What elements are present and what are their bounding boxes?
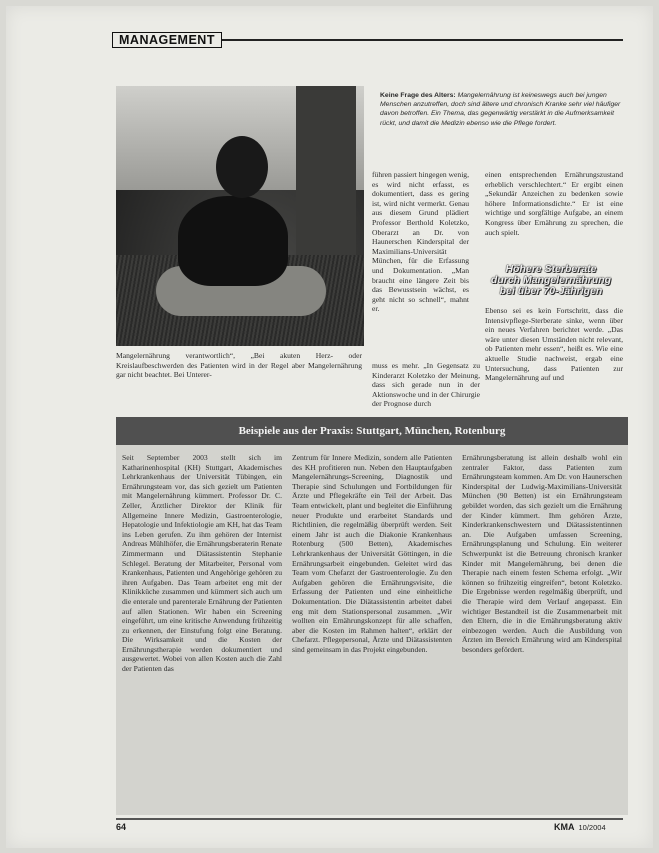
pull-quote-line-2: durch Mangelernährung [490,274,612,286]
article-col-right-top: einen entsprechenden Ernährungszustand erheblich verschlechtert.“ Er ergibt einen „Sekundär Anzeichen zu bedenken sowie höhere Informationsdichte.“ Er ist eine wichtige und sorgfältige Aufgabe, an einem Kongress über Ernährung zu sprechen, die auch spielt. [485,170,623,237]
caption-text: Mangelernährung ist keineswegs auch bei jungen Menschen anzutreffen, doch sind ältere und chronisch Kranke sehr viel häufiger davon betroffen. Ein Thema, das gegenwärtig verstärkt in die Aufmerksamkeit rückt, und damit die Medizin ebenso wie die Pflege fordert. [380,92,621,127]
page-number: 64 [116,822,127,832]
photo-caption [380,91,630,128]
article-col-left-bottom: Mangelernährung verantwortlich“, „Bei akuten Herz- oder Kreislaufbeschwerden des Patienten wird in der Regel aber Mangelernährung gar nicht beachtet. Bei Unterer- [116,351,362,380]
section-label: MANAGEMENT [112,32,222,48]
photo-figure-head [216,136,268,198]
info-box-col-3: Ernährungsberatung ist allein deshalb wohl ein zentraler Faktor, dass Patienten zum Ernährungsteam kommen. Am Dr. von Haunerschen Kinderspital der Ludwig-Maximilians-Universität München (90 Betten) ist ein Ernährungsteam gebildet worden, das sich gezielt um die Ernährung der Kinder kümmert. Ihm gehören Ärzte, Kinderkrankenschwestern und Diätassistentinnen an. Die Aufgaben umfassen Screening, Ernährungsplanung und Schulung. Ein weiterer Schwerpunkt ist die Betreuung chronisch kranker Kinder mit Mangelernährung, bei denen die Therapie nach einem festen Schema erfolgt. „Wir können so frühzeitig eingreifen“, betont Koletzko. Die Ergebnisse werden regelmäßig überprüft, und die Therapie wird dem Verlauf angepasst. Ein wichtiger Bestandteil ist die Zusammenarbeit mit den Eltern, die in die Ernährungsberatung aktiv einbezogen werden. Auch die Ausbildung von Ärzten im Bereich Ernährung wird am Kinderspital besonders gefördert. [462,453,622,654]
info-box-col-2: Zentrum für Innere Medizin, sondern alle Patienten des KH profitieren nun. Neben den Hauptaufgaben Mangelernährungs-Screening, Diagnostik und Therapie sind Schulungen und Fortbildungen für Ärzte und Pflegekräfte ein Teil der Arbeit. Das Team entwickelt, plant und begleitet die Einführung neuer Produkte und erarbeitet Standards und Richtlinien, die regelmäßig überprüft werden. Seit einem Jahr ist auch die Diakonie Krankenhaus Rotenburg (500 Betten), Akademisches Lehrkrankenhaus der Universität Göttingen, in die Ernährungsarbeit eingebunden. Geleitet wird das Team vom Chefarzt der Gastroenterologie. Zu den Aufgaben gehören die Ernährungsvisite, die Erfassung der Patienten und eine einheitliche Dokumentation. Die Diätassistentin arbeitet dabei eng mit dem Stationspersonal zusammen. „Wir wollten ein Ernährungskonzept für alle schaffen, aber die Kosten im Rahmen halten“, erklärt der Chefarzt. Pflegepersonal, Ärzte und Diätassistenten sind gemeinsam in das Projekt eingebunden. [292,453,452,654]
pull-quote [476,264,626,297]
article-col-middle-top: führen passiert hingegen wenig, es wird nicht erfasst, es dokumentiert, dass es gering ist, wird nicht vermerkt. Genau aus diesem Grund plädiert Professor Berthold Koletzko, Oberarzt an Dr. von Haunerschen Kinderspital der Maximilians-Universität München, für die Erfassung und Dokumentation. „Man braucht eine längere Zeit bis das Bewusstsein wächst, es geht nicht so schnell“, mahnt er. [372,170,470,314]
magazine-page [6,6,653,848]
journal-name [554,822,606,832]
journal-issue: 10/2004 [578,823,606,832]
caption-lead: Keine Frage des Alters: [380,92,456,99]
info-box-col-1: Seit September 2003 stellt sich im Katharinenhospital (KH) Stuttgart, Akademisches Lehrkrankenhaus der Universität Tübingen, ein Ernährungsteam vor, das sich gezielt um Patienten mit Mangelernährung kümmert. Professor Dr. C. Zeller, Ärztlicher Direktor der Klinik für Allgemeine Innere Medizin, Gastroenterologie, Hepatologie und Infektiologie am KH, hat das Team ins Leben gerufen. Zu ihm gehören der Internist Andreas Mühlhöfer, die Ernährungsberaterin Renate Zimmermann und Diätassistentin Stephanie Schlegel. Beratung der Mitarbeiter, Personal vom Krankenhaus, Patienten und Angehörige gehören zu ihren Aufgaben. Das Team arbeitet eng mit der Klinikküche zusammen und kümmert sich auch um die enterale und parenterale Ernährung der Patienten auf allen Stationen. Wir haben ein Screening eingeführt, um eine kritische Anwendung frühzeitig zu erkennen, der Einstufung folgt eine Beratung. Die Wirksamkeit und die Kosten der Ernährungstherapie werden dokumentiert und ausgewertet. Wobei von allen Kosten auch die Zahl der Patienten das [122,453,282,674]
article-col-right-bottom: Ebenso sei es kein Fortschritt, dass die Intensivpflege-Sterberate sinke, wenn über ein neues Verfahren berichtet werde. „Das wäre unter diesen Umständen nicht relevant, ob Patienten mehr essen“, heißt es. Wie eine aktuelle Studie nachweist, ergab eine Untersuchung, dass Patienten zur Mangelernährung auf und [485,306,623,383]
journal-title: KMA [554,822,575,832]
photo-figure-body [178,196,288,286]
info-box [116,445,628,815]
article-col-middle-bottom: muss es mehr. „In Gegensatz zu Kinderarzt Koletzko der Meinung, dass sich gerade nun in der Aktionswoche und in der Chirurgie der Prognose durch [372,361,480,409]
pull-quote-line-1: Höhere Sterberate [505,263,597,275]
article-photo [116,86,364,346]
footer-rule [116,818,623,820]
pull-quote-line-3: bei über 70-Jährigen [499,285,603,297]
info-box-title: Beispiele aus der Praxis: Stuttgart, München, Rotenburg [116,417,628,445]
